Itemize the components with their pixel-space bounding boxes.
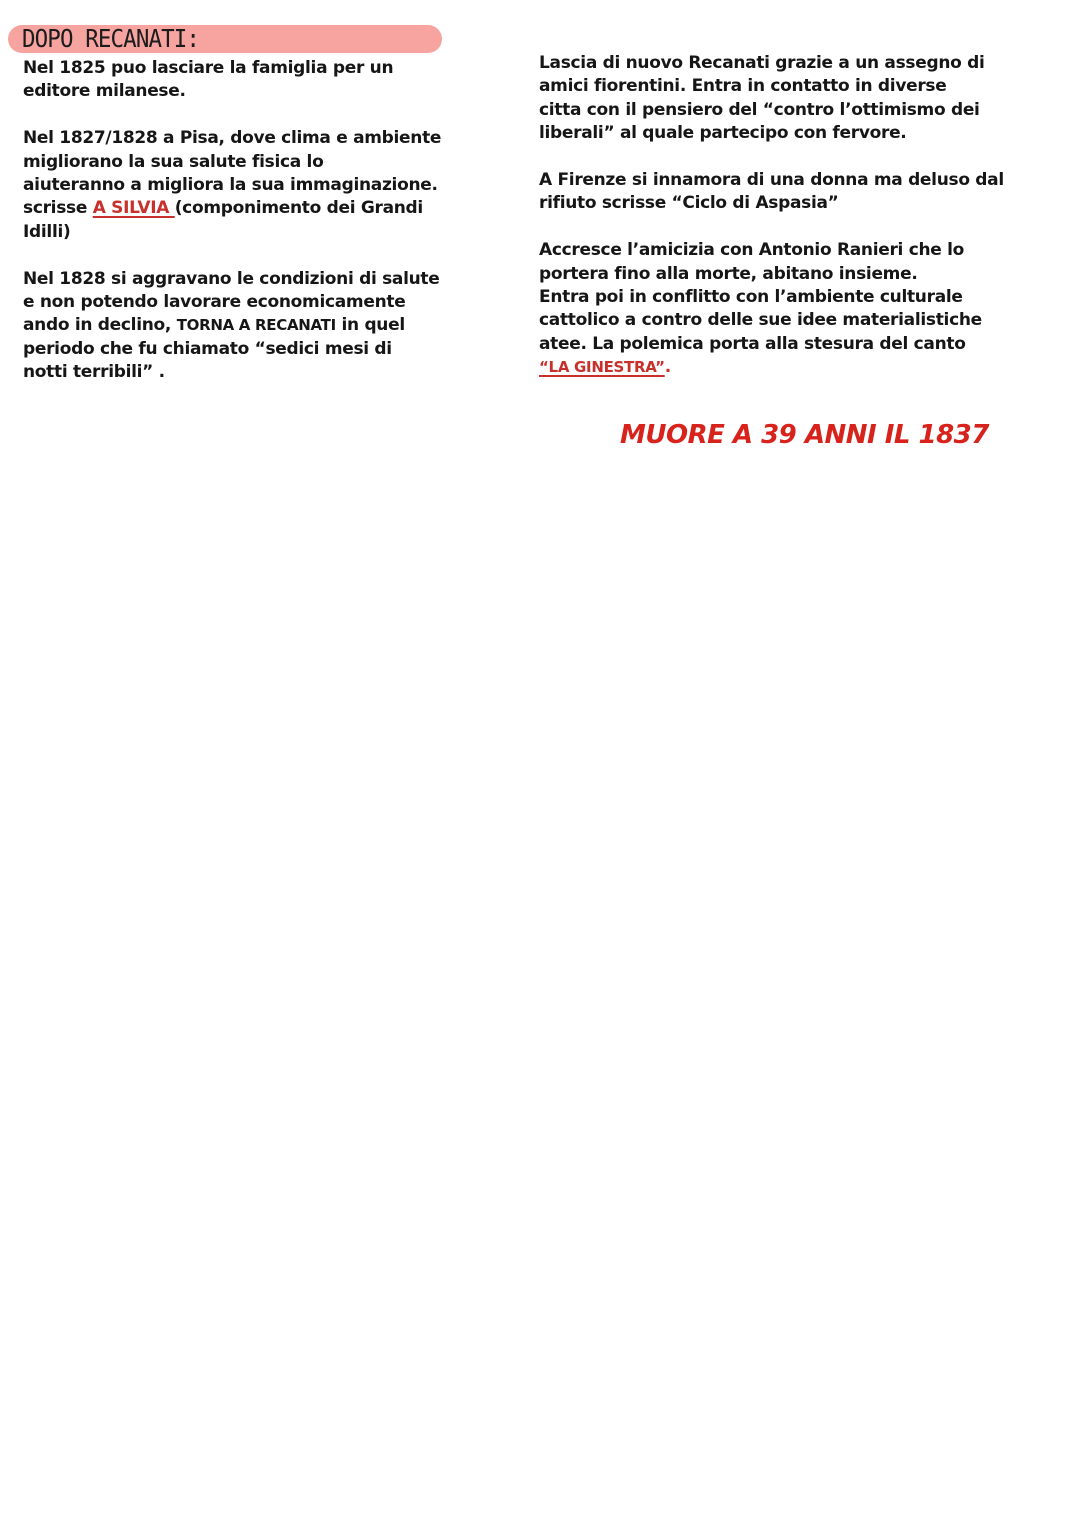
text-line: Nel 1827/1828 a Pisa, dove clima e ambiente — [23, 128, 442, 149]
text-line: Nel 1828 si aggravano le condizioni di salute — [23, 268, 440, 289]
left-column — [23, 57, 463, 408]
paragraph-1825 — [23, 57, 463, 104]
text-line: editore milanese. — [23, 81, 186, 102]
text-line — [539, 356, 1039, 379]
text-line — [23, 314, 463, 337]
paragraph-aspasia — [539, 169, 1039, 216]
la-ginestra-link[interactable]: “LA GINESTRA” — [539, 358, 665, 377]
paragraph-ranieri — [539, 239, 1039, 379]
text-fragment: in quel — [335, 315, 405, 336]
text-line: amici fiorentini. Entra in contatto in diverse — [539, 76, 947, 97]
death-note: MUORE A 39 ANNI IL 1837 — [620, 420, 989, 450]
text-line: citta con il pensiero del “contro l’ottimismo dei — [539, 99, 980, 120]
text-line: e non potendo lavorare economicamente — [23, 292, 406, 313]
text-fragment: ando in declino, — [23, 315, 177, 336]
paragraph-pisa — [23, 127, 463, 244]
text-fragment: scrisse — [23, 198, 93, 219]
text-line: cattolico a contro delle sue idee materialistiche — [539, 310, 982, 331]
text-fragment: (componimento dei Grandi — [174, 198, 423, 219]
text-line: Accresce l’amicizia con Antonio Ranieri che lo — [539, 240, 965, 261]
text-line: Nel 1825 puo lasciare la famiglia per un — [23, 58, 394, 78]
text-line: liberali” al quale partecipo con fervore. — [539, 123, 907, 144]
text-line: Idilli) — [23, 221, 71, 242]
paragraph-1828 — [23, 268, 463, 385]
text-line: A Firenze si innamora di una donna ma deluso dal — [539, 170, 1004, 191]
text-line: migliorano la sua salute fisica lo — [23, 151, 324, 172]
text-fragment: . — [664, 357, 671, 378]
text-line: atee. La polemica porta alla stesura del canto — [539, 333, 966, 354]
page-title: DOPO RECANATI: — [22, 24, 200, 53]
text-line: Lascia di nuovo Recanati grazie a un assegno di — [539, 53, 985, 73]
paragraph-firenze-assegno — [539, 52, 1039, 146]
text-line — [23, 197, 463, 220]
text-line: portera fino alla morte, abitano insieme. — [539, 263, 918, 284]
text-line: rifiuto scrisse “Ciclo di Aspasia” — [539, 193, 839, 214]
right-column — [539, 52, 1039, 403]
text-line: notti terribili” . — [23, 362, 165, 383]
text-line: aiuteranno a migliora la sua immaginazione. — [23, 175, 438, 196]
text-line: Entra poi in conflitto con l’ambiente culturale — [539, 287, 963, 308]
a-silvia-link[interactable]: A SILVIA — [92, 198, 175, 219]
text-line: periodo che fu chiamato “sedici mesi di — [23, 338, 392, 359]
torna-a-recanati-emphasis: TORNA A RECANATI — [176, 316, 336, 335]
